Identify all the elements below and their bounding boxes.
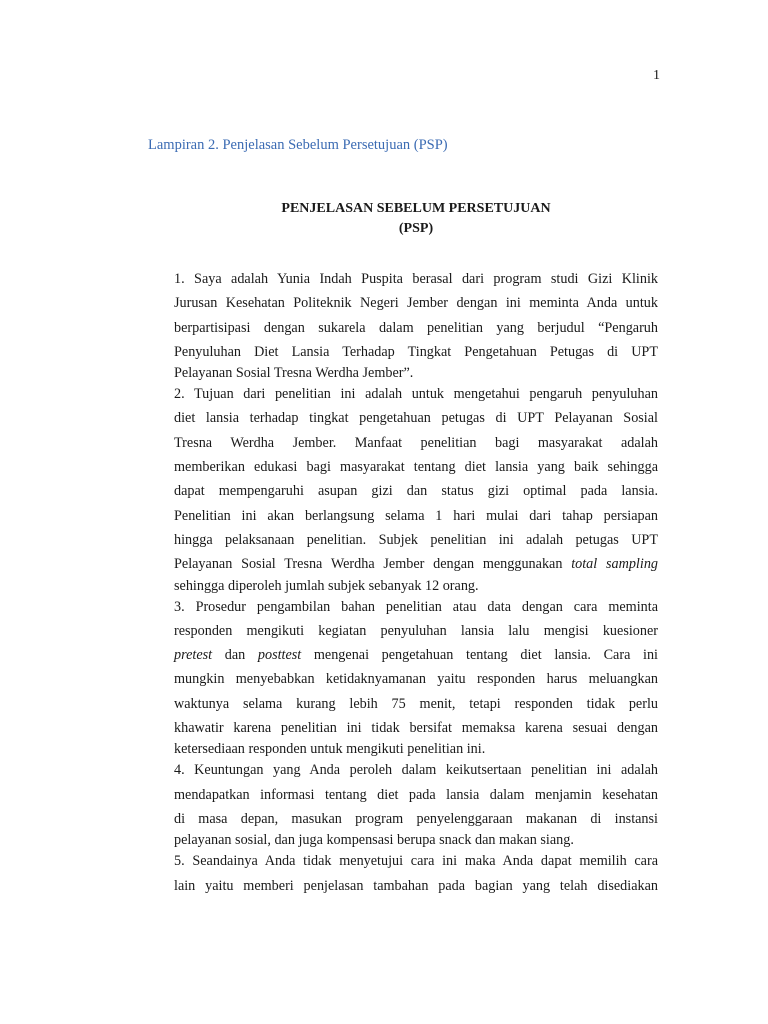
text-line: responden mengikuti kegiatan penyuluhan lansia lalu mengisi kuesioner <box>174 622 658 639</box>
text-line: Penelitian ini akan berlangsung selama 1 hari mulai dari tahap persiapan <box>174 507 658 524</box>
text-line: 4. Keuntungan yang Anda peroleh dalam keikutsertaan penelitian ini adalah <box>174 762 658 779</box>
document-title-line-2: (PSP) <box>398 221 434 236</box>
appendix-heading: Lampiran 2. Penjelasan Sebelum Persetujuan (PSP) <box>148 137 448 153</box>
text-line <box>174 552 658 576</box>
page-number: 1 <box>653 68 660 83</box>
text-line: lain yaitu memberi penjelasan tambahan pada bagian yang telah disediakan <box>174 877 658 894</box>
text-line: Penyuluhan Diet Lansia Terhadap Tingkat Pengetahuan Petugas di UPT <box>174 343 658 360</box>
text-line: sehingga diperoleh jumlah subjek sebanyak 12 orang. <box>174 577 479 594</box>
text-line: khawatir karena penelitian ini tidak bersifat memaksa karena sesuai dengan <box>174 720 658 737</box>
text-line: memberikan edukasi bagi masyarakat tentang diet lansia yang baik sehingga <box>174 459 658 476</box>
body-text <box>174 267 658 898</box>
text-segment: mengenai pengetahuan tentang diet lansia. Cara ini <box>301 647 658 664</box>
text-line: 3. Prosedur pengambilan bahan penelitian atau data dengan cara meminta <box>174 598 658 615</box>
text-line: waktunya selama kurang lebih 75 menit, tetapi responden tidak perlu <box>174 695 658 712</box>
text-line: berpartisipasi dengan sukarela dalam penelitian yang berjudul “Pengaruh <box>174 319 658 336</box>
paragraph-2 <box>174 382 658 594</box>
text-line: mendapatkan informasi tentang diet pada lansia dalam menjamin kesehatan <box>174 786 658 803</box>
paragraph-5 <box>174 849 658 898</box>
text-line: 2. Tujuan dari penelitian ini adalah untuk mengetahui pengaruh penyuluhan <box>174 386 658 403</box>
text-line: pelayanan sosial, dan juga kompensasi berupa snack dan makan siang. <box>174 832 574 849</box>
paragraph-3 <box>174 595 658 759</box>
document-title-line-1: PENJELASAN SEBELUM PERSETUJUAN <box>281 201 551 216</box>
text-line: Jurusan Kesehatan Politeknik Negeri Jember dengan ini meminta Anda untuk <box>174 295 658 312</box>
text-line: Pelayanan Sosial Tresna Werdha Jember”. <box>174 365 414 382</box>
paragraph-1 <box>174 267 658 382</box>
text-line: mungkin menyebabkan ketidaknyamanan yaitu responden harus meluangkan <box>174 671 658 688</box>
italic-term: total sampling <box>571 556 659 573</box>
italic-term: pretest <box>174 647 213 664</box>
text-line: dapat mempengaruhi asupan gizi dan status gizi optimal pada lansia. <box>174 483 658 500</box>
text-line <box>174 643 658 667</box>
text-line: ketersediaan responden untuk mengikuti penelitian ini. <box>174 741 486 758</box>
text-line: 5. Seandainya Anda tidak menyetujui cara ini maka Anda dapat memilih cara <box>174 853 658 870</box>
italic-term: posttest <box>257 647 302 664</box>
text-line: diet lansia terhadap tingkat pengetahuan petugas di UPT Pelayanan Sosial <box>174 410 658 427</box>
text-line: 1. Saya adalah Yunia Indah Puspita berasal dari program studi Gizi Klinik <box>174 271 658 287</box>
text-segment: Pelayanan Sosial Tresna Werdha Jember dengan menggunakan <box>174 556 572 573</box>
document-title <box>174 199 658 239</box>
text-line: hingga pelaksanaan penelitian. Subjek penelitian ini adalah petugas UPT <box>174 531 658 548</box>
text-line: di masa depan, masukan program penyelenggaraan makanan di instansi <box>174 810 658 827</box>
text-segment: dan <box>212 647 258 664</box>
paragraph-4 <box>174 758 658 849</box>
text-line: Tresna Werdha Jember. Manfaat penelitian bagi masyarakat adalah <box>174 434 658 451</box>
